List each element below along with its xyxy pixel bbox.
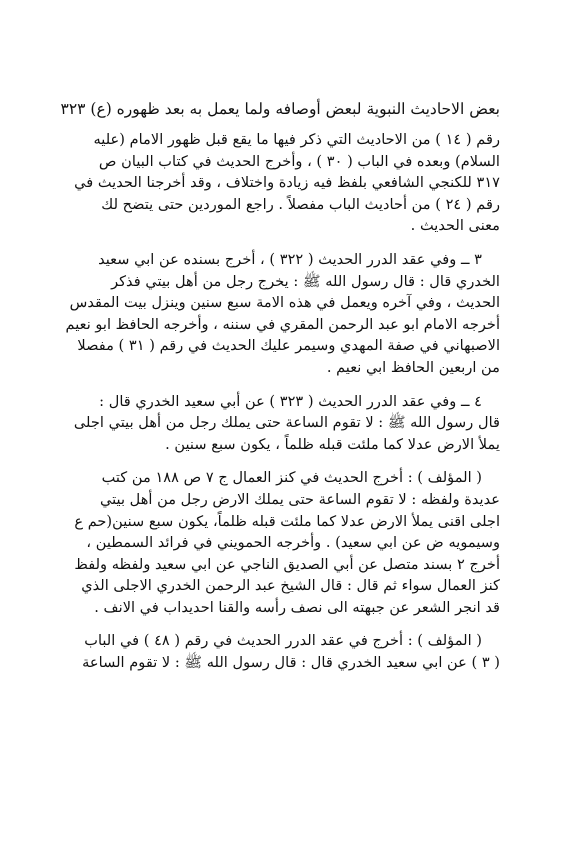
- text-line: قال رسول الله ﷺ : لا تقوم الساعة حتى يملك رجل من أهل بيتي اجلى: [73, 414, 500, 432]
- text-line: من اربعين الحافظ ابي نعيم .: [326, 358, 500, 376]
- text-line: قد انجر الشعر عن جبهته الى نصف رأسه والقنا احديداب في الانف .: [94, 598, 500, 616]
- paragraph-1: [74, 129, 500, 237]
- text-line: الاصبهاني في صفة المهدي وسيمر عليك الحديث في رقم ( ٣١ ) مفصلا: [77, 337, 500, 355]
- text-line: ٣ ــ وفي عقد الدرر الحديث ( ٣٢٢ ) ، أخرج بسنده عن ابي سعيد: [98, 250, 482, 268]
- text-line: السلام) وبعده في الباب ( ٣٠ ) ، وأخرج الحديث في كتاب البيان ص: [98, 152, 500, 170]
- running-header: بعض الاحاديث النبوية لبعض أوصافه ولما يعمل به بعد ظهوره (ع) ٣٢٣: [60, 100, 500, 118]
- text-line: ( ٣ ) عن ابي سعيد الخدري قال : قال رسول الله ﷺ : لا تقوم الساعة: [82, 654, 500, 672]
- text-line: يملأ الارض عدلا كما ملئت قبله ظلماً ، يكون سبع سنين .: [165, 435, 500, 453]
- paragraph-3: [73, 391, 500, 456]
- paragraph-5: [82, 630, 500, 673]
- text-line: أخرج ٢ بسند متصل عن أبي الصديق الناجي عن ابي سعيد ولفظه ولفظ: [74, 555, 500, 573]
- text-line: ( المؤلف ) : أخرج في عقد الدرر الحديث في رقم ( ٤٨ ) في الباب: [84, 632, 482, 650]
- text-line: اجلى اقنى يملأ الارض عدلا كما ملئت قبله ظلماً، يكون سبع سنين(حم ع: [74, 512, 500, 530]
- page-body: [65, 129, 500, 686]
- text-line: رقم ( ٢٤ ) من أحاديث الباب مفصلاً . راجع الموردين حتى يتضح لك: [101, 195, 500, 213]
- paragraph-2: [65, 249, 500, 379]
- text-line: كنز العمال سواء ثم قال : قال الشيخ عبد الرحمن الخدري الاجلى الذي: [81, 577, 500, 595]
- text-line: وسيمويه ض عن ابي سعيد) . وأخرجه الحمويني في فرائد السمطين ،: [86, 534, 500, 552]
- paragraph-4: [74, 467, 500, 618]
- text-line: معنى الحديث .: [410, 217, 500, 235]
- text-line: ٣١٧ للكنجي الشافعي بلفظ فيه زيادة واختلاف ، وقد أخرجنا الحديث في: [74, 174, 500, 192]
- text-line: الخدري قال : قال رسول الله ﷺ : يخرج رجل من أهل بيتي فذكر: [111, 272, 500, 290]
- text-line: ( المؤلف ) : أخرج الحديث في كنز العمال ج ٧ ص ١٨٨ من كتب: [101, 469, 482, 487]
- text-line: أخرجه الامام ابو عبد الرحمن المقري في سننه ، وأخرجه الحافظ ابو نعيم: [65, 315, 500, 333]
- text-line: رقم ( ١٤ ) من الاحاديث التي ذكر فيها ما يقع قبل ظهور الامام (عليه: [93, 131, 500, 148]
- text-line: الحديث ، وفي آخره ويعمل في هذه الامة سبع سنين وينزل بيت المقدس: [69, 294, 500, 312]
- text-line: ٤ ــ وفي عقد الدرر الحديث ( ٣٢٣ ) عن أبي سعيد الخدري قال :: [99, 392, 482, 410]
- text-line: عديدة ولفظه : لا تقوم الساعة حتى يملك الارض رجل من أهل بيتي: [99, 490, 500, 508]
